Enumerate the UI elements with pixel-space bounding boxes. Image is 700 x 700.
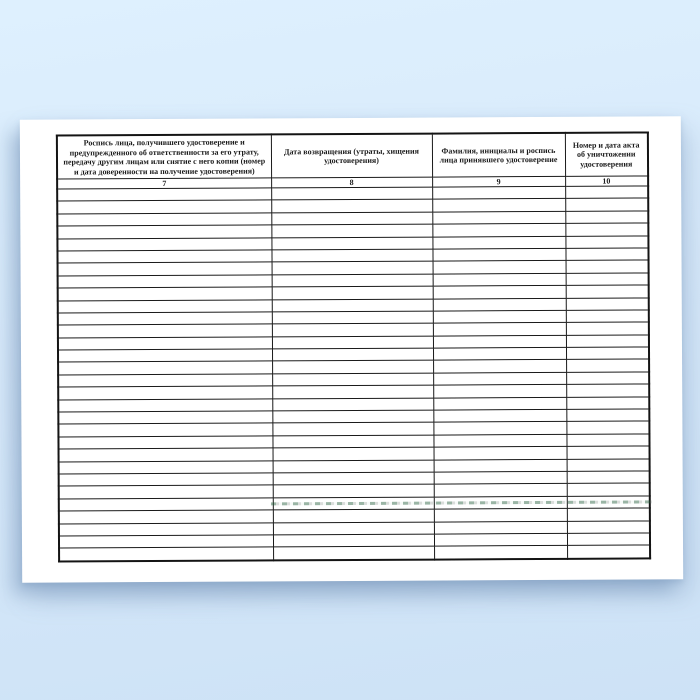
table-cell [434, 533, 567, 546]
table-cell [565, 248, 648, 261]
table-cell [566, 310, 649, 323]
table-cell [432, 224, 565, 237]
table-cell [434, 447, 567, 460]
column-number-7: 7 [57, 178, 271, 189]
table-cell [273, 472, 434, 485]
table-cell [566, 397, 649, 410]
table-cell [566, 409, 649, 422]
table-cell [272, 348, 433, 361]
table-cell [272, 435, 433, 448]
table-cell [58, 324, 272, 338]
table-cell [58, 337, 272, 351]
table-cell [566, 359, 649, 372]
table-cell [432, 186, 565, 199]
table-cell [434, 509, 567, 522]
table-cell [566, 347, 649, 360]
table-cell [58, 262, 272, 276]
table-cell [273, 522, 434, 535]
table-cell [433, 310, 566, 323]
table-cell [59, 547, 273, 561]
table-cell [433, 385, 566, 398]
table-cell [57, 250, 271, 264]
table-cell [272, 373, 433, 386]
table-cell [566, 384, 649, 397]
table-cell [273, 484, 434, 497]
table-cell [58, 411, 272, 425]
table-cell [433, 360, 566, 373]
table-cell [272, 422, 433, 435]
table-cell [57, 237, 271, 251]
table-cell [566, 372, 649, 385]
table-cell [567, 483, 650, 496]
table-cell [433, 273, 566, 286]
table-cell [271, 224, 432, 237]
journal-table [56, 131, 651, 562]
table-cell [272, 261, 433, 274]
table-cell [59, 510, 273, 524]
paper-sheet [20, 116, 683, 582]
column-number-10: 10 [565, 176, 648, 186]
table-cell [273, 497, 434, 510]
table-cell [565, 236, 648, 249]
table-cell [567, 533, 650, 546]
table-cell [433, 286, 566, 299]
header-row [57, 132, 648, 179]
table-cell [59, 498, 273, 512]
table-cell [272, 398, 433, 411]
table-cell [433, 422, 566, 435]
table-cell [565, 211, 648, 224]
table-cell [272, 385, 433, 398]
table-cell [567, 508, 650, 521]
table-cell [273, 509, 434, 522]
table-cell [432, 236, 565, 249]
table-cell [58, 436, 272, 450]
column-header-9: Фамилия, инициалы и роспись лица принявшего удостоверение [432, 133, 565, 177]
table-cell [434, 484, 567, 497]
table-cell [57, 225, 271, 239]
table-cell [433, 409, 566, 422]
column-number-9: 9 [432, 176, 565, 187]
table-cell [273, 460, 434, 473]
table-cell [272, 336, 433, 349]
table-cell [273, 534, 434, 547]
table-cell [59, 461, 273, 475]
table-cell [432, 248, 565, 261]
table-cell [57, 188, 271, 202]
table-cell [567, 520, 650, 533]
table-cell [59, 485, 273, 499]
table-cell [58, 361, 272, 375]
table-cell [567, 471, 650, 484]
table-cell [58, 374, 272, 388]
table-cell [566, 260, 649, 273]
table-cell [272, 286, 433, 299]
table-cell [273, 546, 434, 560]
table-cell [565, 223, 648, 236]
table-cell [271, 199, 432, 212]
table-cell [58, 299, 272, 313]
table-cell [433, 298, 566, 311]
column-number-8: 8 [271, 177, 432, 188]
table-cell [271, 237, 432, 250]
table-cell [433, 335, 566, 348]
table-cell [566, 297, 649, 310]
table-cell [58, 349, 272, 363]
table-cell [567, 545, 650, 558]
table-cell [272, 299, 433, 312]
table-cell [59, 448, 273, 462]
table-cell [59, 522, 273, 536]
table-cell [433, 323, 566, 336]
table-cell [433, 372, 566, 385]
table-cell [434, 496, 567, 509]
table-cell [565, 198, 648, 211]
table-cell [434, 471, 567, 484]
table-cell [567, 446, 650, 459]
table-cell [433, 347, 566, 360]
table-cell [272, 361, 433, 374]
table-cell [434, 546, 567, 560]
table-header [57, 132, 648, 189]
table-cell [271, 249, 432, 262]
table-cell [273, 447, 434, 460]
table-cell [58, 423, 272, 437]
table-cell [57, 200, 271, 214]
table-cell [272, 410, 433, 423]
table-cell [271, 212, 432, 225]
table-cell [59, 535, 273, 549]
column-header-8: Дата возвращения (утраты, хищения удостоверения) [271, 134, 432, 178]
table-cell [59, 473, 273, 487]
table-cell [433, 397, 566, 410]
table-cell [566, 285, 649, 298]
table-cell [272, 274, 433, 287]
table-cell [567, 459, 650, 472]
table-cell [432, 199, 565, 212]
table-cell [433, 261, 566, 274]
table-cell [57, 213, 271, 227]
table-cell [271, 187, 432, 200]
table-cell [566, 421, 649, 434]
table-cell [58, 312, 272, 326]
column-header-10: Номер и дата акта об уничтожении удостоверения [565, 132, 648, 176]
table-cell [433, 434, 566, 447]
table-body [57, 186, 650, 561]
table-cell [272, 311, 433, 324]
table-cell [566, 434, 649, 447]
table-cell [272, 323, 433, 336]
table-cell [432, 211, 565, 224]
table-cell [566, 335, 649, 348]
table-row [59, 545, 650, 561]
table-cell [58, 275, 272, 289]
table-cell [58, 287, 272, 301]
column-header-7: Роспись лица, получившего удостоверение и предупрежденного об ответственности за его утрату, передачу другим лицам или снятие с него копии (номер и дата доверенности на получение удостоверения) [57, 134, 271, 179]
table-cell [566, 322, 649, 335]
table-cell [434, 521, 567, 534]
table-cell [567, 496, 650, 509]
table-cell [565, 186, 648, 199]
table-cell [58, 399, 272, 413]
table-cell [434, 459, 567, 472]
table-cell [566, 273, 649, 286]
table-cell [58, 386, 272, 400]
